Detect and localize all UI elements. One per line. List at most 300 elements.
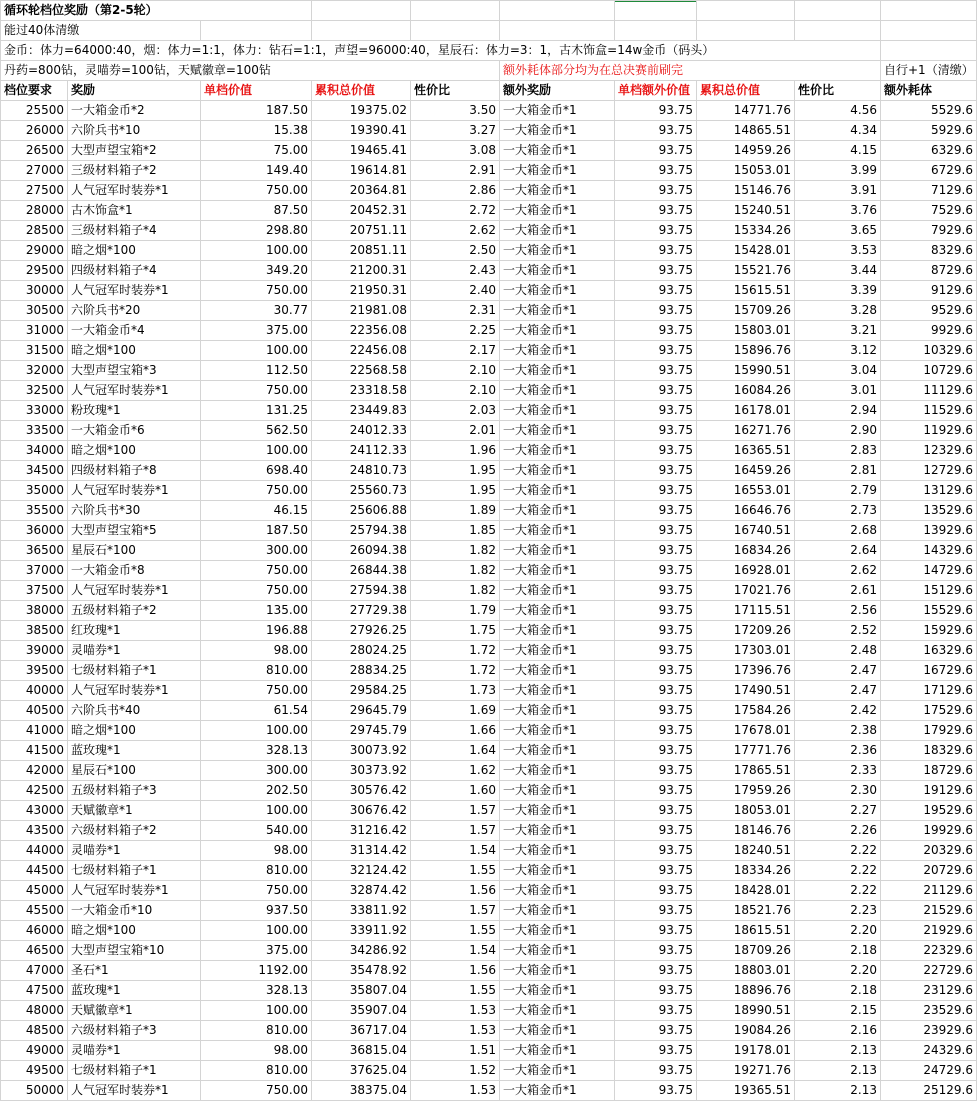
cell-reward[interactable]: 一大箱金币*6: [68, 421, 201, 441]
cell-tier-requirement[interactable]: 32500: [1, 381, 68, 401]
cell-cost-efficiency[interactable]: 2.31: [411, 301, 500, 321]
cell-tier-requirement[interactable]: 46500: [1, 941, 68, 961]
cell-extra-reward[interactable]: 一大箱金币*1: [500, 681, 615, 701]
cell-reward[interactable]: 人气冠军时装券*1: [68, 481, 201, 501]
cell-extra-tier-value[interactable]: 93.75: [615, 961, 697, 981]
cell-extra-reward[interactable]: 一大箱金币*1: [500, 701, 615, 721]
cell-extra-tier-value[interactable]: 93.75: [615, 221, 697, 241]
cell-reward[interactable]: 一大箱金币*8: [68, 561, 201, 581]
header-extra-cumulative-value[interactable]: 累积总价值: [697, 81, 795, 101]
cell-extra-stamina[interactable]: 9929.6: [881, 321, 977, 341]
cell-tier-value[interactable]: 750.00: [201, 181, 312, 201]
cell-cost-efficiency[interactable]: 1.82: [411, 541, 500, 561]
cell-extra-cumulative-value[interactable]: 17771.76: [697, 741, 795, 761]
cell-tier-value[interactable]: 810.00: [201, 1021, 312, 1041]
cell-cost-efficiency[interactable]: 2.86: [411, 181, 500, 201]
cell-tier-value[interactable]: 750.00: [201, 581, 312, 601]
header-tier-value[interactable]: 单档价值: [201, 81, 312, 101]
cell-extra-cumulative-value[interactable]: 16740.51: [697, 521, 795, 541]
cell-extra-stamina[interactable]: 15929.6: [881, 621, 977, 641]
cell-extra-tier-value[interactable]: 93.75: [615, 741, 697, 761]
cell-extra-cost-efficiency[interactable]: 3.12: [795, 341, 881, 361]
cell-extra-cost-efficiency[interactable]: 3.76: [795, 201, 881, 221]
cell-extra-cumulative-value[interactable]: 18053.01: [697, 801, 795, 821]
cell-extra-tier-value[interactable]: 93.75: [615, 1021, 697, 1041]
cell-extra-tier-value[interactable]: 93.75: [615, 761, 697, 781]
cell-extra-reward[interactable]: 一大箱金币*1: [500, 881, 615, 901]
cell-reward[interactable]: 五级材料箱子*2: [68, 601, 201, 621]
cell-reward[interactable]: 一大箱金币*2: [68, 101, 201, 121]
cell-extra-cost-efficiency[interactable]: 4.56: [795, 101, 881, 121]
cell-cumulative-value[interactable]: 26844.38: [312, 561, 411, 581]
cell-tier-value[interactable]: 100.00: [201, 341, 312, 361]
cell-extra-tier-value[interactable]: 93.75: [615, 101, 697, 121]
cell-extra-cost-efficiency[interactable]: 2.20: [795, 921, 881, 941]
cell-extra-tier-value[interactable]: 93.75: [615, 921, 697, 941]
cell-extra-stamina[interactable]: 22329.6: [881, 941, 977, 961]
cell-reward[interactable]: 大型声望宝箱*3: [68, 361, 201, 381]
header-extra-reward[interactable]: 额外奖励: [500, 81, 615, 101]
cell-reward[interactable]: 暗之烟*100: [68, 341, 201, 361]
cell-extra-reward[interactable]: 一大箱金币*1: [500, 661, 615, 681]
cell-extra-cost-efficiency[interactable]: 2.52: [795, 621, 881, 641]
header-extra-cost-efficiency[interactable]: 性价比: [795, 81, 881, 101]
cell-extra-reward[interactable]: 一大箱金币*1: [500, 101, 615, 121]
cell-tier-value[interactable]: 300.00: [201, 761, 312, 781]
cell-cost-efficiency[interactable]: 1.89: [411, 501, 500, 521]
cell-extra-stamina[interactable]: 5529.6: [881, 101, 977, 121]
cell-extra-cost-efficiency[interactable]: 3.21: [795, 321, 881, 341]
cell-cumulative-value[interactable]: 20751.11: [312, 221, 411, 241]
cell-tier-value[interactable]: 698.40: [201, 461, 312, 481]
cell-extra-reward[interactable]: 一大箱金币*1: [500, 761, 615, 781]
cell-cost-efficiency[interactable]: 1.82: [411, 581, 500, 601]
cell-extra-cost-efficiency[interactable]: 4.15: [795, 141, 881, 161]
cell-tier-requirement[interactable]: 28500: [1, 221, 68, 241]
cell-extra-cost-efficiency[interactable]: 3.39: [795, 281, 881, 301]
cell-cost-efficiency[interactable]: 1.53: [411, 1001, 500, 1021]
cell-tier-requirement[interactable]: 25500: [1, 101, 68, 121]
cell-extra-cost-efficiency[interactable]: 2.13: [795, 1081, 881, 1101]
cell-extra-tier-value[interactable]: 93.75: [615, 701, 697, 721]
cell-extra-cumulative-value[interactable]: 18990.51: [697, 1001, 795, 1021]
cell-tier-value[interactable]: 131.25: [201, 401, 312, 421]
cell-cumulative-value[interactable]: 28024.25: [312, 641, 411, 661]
cell-tier-requirement[interactable]: 40000: [1, 681, 68, 701]
cell-cumulative-value[interactable]: 25606.88: [312, 501, 411, 521]
cell-extra-cumulative-value[interactable]: 18896.76: [697, 981, 795, 1001]
cell-extra-tier-value[interactable]: 93.75: [615, 601, 697, 621]
cell-extra-reward[interactable]: 一大箱金币*1: [500, 381, 615, 401]
cell-tier-requirement[interactable]: 49000: [1, 1041, 68, 1061]
cell-reward[interactable]: 四级材料箱子*4: [68, 261, 201, 281]
cell-extra-cost-efficiency[interactable]: 2.26: [795, 821, 881, 841]
cell-cost-efficiency[interactable]: 2.72: [411, 201, 500, 221]
cell-cumulative-value[interactable]: 35478.92: [312, 961, 411, 981]
cell-extra-reward[interactable]: 一大箱金币*1: [500, 901, 615, 921]
cell-reward[interactable]: 人气冠军时装券*1: [68, 881, 201, 901]
cell-tier-requirement[interactable]: 34500: [1, 461, 68, 481]
cell-extra-cumulative-value[interactable]: 17678.01: [697, 721, 795, 741]
cell-cumulative-value[interactable]: 26094.38: [312, 541, 411, 561]
cell-extra-stamina[interactable]: 7529.6: [881, 201, 977, 221]
cell-extra-cost-efficiency[interactable]: 3.44: [795, 261, 881, 281]
cell-reward[interactable]: 大型声望宝箱*10: [68, 941, 201, 961]
cell-reward[interactable]: 人气冠军时装券*1: [68, 1081, 201, 1101]
cell-extra-reward[interactable]: 一大箱金币*1: [500, 401, 615, 421]
cell-extra-stamina[interactable]: 12329.6: [881, 441, 977, 461]
cell-cost-efficiency[interactable]: 1.64: [411, 741, 500, 761]
cell-tier-requirement[interactable]: 35000: [1, 481, 68, 501]
cell-cost-efficiency[interactable]: 1.54: [411, 941, 500, 961]
cell-extra-cumulative-value[interactable]: 16553.01: [697, 481, 795, 501]
cell-extra-cost-efficiency[interactable]: 2.27: [795, 801, 881, 821]
cell-reward[interactable]: 七级材料箱子*1: [68, 861, 201, 881]
cell-cost-efficiency[interactable]: 3.27: [411, 121, 500, 141]
cell-extra-cumulative-value[interactable]: 15803.01: [697, 321, 795, 341]
cell-tier-value[interactable]: 15.38: [201, 121, 312, 141]
cell-tier-requirement[interactable]: 41500: [1, 741, 68, 761]
cell-cumulative-value[interactable]: 19375.02: [312, 101, 411, 121]
cell-extra-reward[interactable]: 一大箱金币*1: [500, 921, 615, 941]
cell-cost-efficiency[interactable]: 1.72: [411, 641, 500, 661]
cell-cumulative-value[interactable]: 25794.38: [312, 521, 411, 541]
cell-reward[interactable]: 三级材料箱子*4: [68, 221, 201, 241]
cell-cumulative-value[interactable]: 30373.92: [312, 761, 411, 781]
cell-extra-reward[interactable]: 一大箱金币*1: [500, 581, 615, 601]
cell-tier-value[interactable]: 100.00: [201, 801, 312, 821]
cell-extra-tier-value[interactable]: 93.75: [615, 661, 697, 681]
cell-cumulative-value[interactable]: 23318.58: [312, 381, 411, 401]
cell-extra-stamina[interactable]: 21929.6: [881, 921, 977, 941]
cell-tier-requirement[interactable]: 27000: [1, 161, 68, 181]
cell-tier-value[interactable]: 750.00: [201, 561, 312, 581]
cell-reward[interactable]: 四级材料箱子*8: [68, 461, 201, 481]
cell-cumulative-value[interactable]: 27926.25: [312, 621, 411, 641]
cell-extra-cumulative-value[interactable]: 14959.26: [697, 141, 795, 161]
cell-reward[interactable]: 一大箱金币*4: [68, 321, 201, 341]
cell-extra-cumulative-value[interactable]: 15990.51: [697, 361, 795, 381]
cell-extra-cost-efficiency[interactable]: 3.01: [795, 381, 881, 401]
cell-extra-tier-value[interactable]: 93.75: [615, 801, 697, 821]
cell-tier-value[interactable]: 46.15: [201, 501, 312, 521]
cell-extra-reward[interactable]: 一大箱金币*1: [500, 721, 615, 741]
cell-extra-cost-efficiency[interactable]: 2.18: [795, 981, 881, 1001]
extra-stamina-note[interactable]: 额外耗体部分均为在总决赛前刷完: [500, 61, 881, 81]
cell-tier-value[interactable]: 328.13: [201, 741, 312, 761]
cell-cost-efficiency[interactable]: 2.40: [411, 281, 500, 301]
cell-tier-value[interactable]: 1192.00: [201, 961, 312, 981]
cell-extra-tier-value[interactable]: 93.75: [615, 581, 697, 601]
cell-cost-efficiency[interactable]: 1.60: [411, 781, 500, 801]
cell-extra-cumulative-value[interactable]: 15428.01: [697, 241, 795, 261]
cell-extra-cost-efficiency[interactable]: 2.73: [795, 501, 881, 521]
cell-reward[interactable]: 人气冠军时装券*1: [68, 681, 201, 701]
cell-cost-efficiency[interactable]: 2.43: [411, 261, 500, 281]
cell-cost-efficiency[interactable]: 1.79: [411, 601, 500, 621]
cell-extra-cost-efficiency[interactable]: 2.61: [795, 581, 881, 601]
cell-cumulative-value[interactable]: 20452.31: [312, 201, 411, 221]
header-tier-requirement[interactable]: 档位要求: [1, 81, 68, 101]
cell-extra-tier-value[interactable]: 93.75: [615, 241, 697, 261]
cell-tier-value[interactable]: 750.00: [201, 1081, 312, 1101]
cell-reward[interactable]: 蓝玫瑰*1: [68, 741, 201, 761]
cell-tier-value[interactable]: 100.00: [201, 441, 312, 461]
cell-tier-value[interactable]: 98.00: [201, 641, 312, 661]
cell-tier-value[interactable]: 100.00: [201, 721, 312, 741]
cell-cumulative-value[interactable]: 22568.58: [312, 361, 411, 381]
cell-extra-stamina[interactable]: 10329.6: [881, 341, 977, 361]
cell-reward[interactable]: 六阶兵书*40: [68, 701, 201, 721]
cell-extra-tier-value[interactable]: 93.75: [615, 941, 697, 961]
cell-extra-reward[interactable]: 一大箱金币*1: [500, 1021, 615, 1041]
cell-extra-reward[interactable]: 一大箱金币*1: [500, 121, 615, 141]
cell-tier-value[interactable]: 100.00: [201, 1001, 312, 1021]
cell-cumulative-value[interactable]: 35807.04: [312, 981, 411, 1001]
cell-cumulative-value[interactable]: 23449.83: [312, 401, 411, 421]
cell-extra-reward[interactable]: 一大箱金币*1: [500, 821, 615, 841]
cell-extra-stamina[interactable]: 19529.6: [881, 801, 977, 821]
cell-extra-stamina[interactable]: 8729.6: [881, 261, 977, 281]
cell-extra-cumulative-value[interactable]: 15709.26: [697, 301, 795, 321]
cell-cumulative-value[interactable]: 31314.42: [312, 841, 411, 861]
cell-extra-tier-value[interactable]: 93.75: [615, 141, 697, 161]
cell-tier-requirement[interactable]: 44500: [1, 861, 68, 881]
cell-extra-cumulative-value[interactable]: 15146.76: [697, 181, 795, 201]
cell-extra-cost-efficiency[interactable]: 2.62: [795, 561, 881, 581]
cell-extra-tier-value[interactable]: 93.75: [615, 121, 697, 141]
cell-extra-cost-efficiency[interactable]: 2.68: [795, 521, 881, 541]
cell-extra-tier-value[interactable]: 93.75: [615, 321, 697, 341]
cell-extra-cumulative-value[interactable]: 14771.76: [697, 101, 795, 121]
cell-tier-value[interactable]: 149.40: [201, 161, 312, 181]
cell-tier-requirement[interactable]: 48000: [1, 1001, 68, 1021]
cell-extra-stamina[interactable]: 14729.6: [881, 561, 977, 581]
cell-extra-stamina[interactable]: 7129.6: [881, 181, 977, 201]
cell-tier-requirement[interactable]: 47500: [1, 981, 68, 1001]
cell-reward[interactable]: 人气冠军时装券*1: [68, 381, 201, 401]
cell-tier-requirement[interactable]: 36500: [1, 541, 68, 561]
cell-cost-efficiency[interactable]: 1.51: [411, 1041, 500, 1061]
cell-extra-reward[interactable]: 一大箱金币*1: [500, 801, 615, 821]
cell-extra-tier-value[interactable]: 93.75: [615, 641, 697, 661]
cell-reward[interactable]: 蓝玫瑰*1: [68, 981, 201, 1001]
cell-cost-efficiency[interactable]: 3.50: [411, 101, 500, 121]
cell-extra-cumulative-value[interactable]: 16178.01: [697, 401, 795, 421]
cell-extra-stamina[interactable]: 5929.6: [881, 121, 977, 141]
cell-cost-efficiency[interactable]: 1.85: [411, 521, 500, 541]
cell-extra-tier-value[interactable]: 93.75: [615, 681, 697, 701]
cell-extra-cost-efficiency[interactable]: 2.18: [795, 941, 881, 961]
cell-tier-requirement[interactable]: 49500: [1, 1061, 68, 1081]
cell-extra-tier-value[interactable]: 93.75: [615, 1001, 697, 1021]
cell-extra-stamina[interactable]: 20329.6: [881, 841, 977, 861]
cell-cumulative-value[interactable]: 21981.08: [312, 301, 411, 321]
cell-tier-requirement[interactable]: 44000: [1, 841, 68, 861]
cell-reward[interactable]: 暗之烟*100: [68, 241, 201, 261]
cell-extra-cumulative-value[interactable]: 18709.26: [697, 941, 795, 961]
cell-extra-tier-value[interactable]: 93.75: [615, 181, 697, 201]
cell-tier-requirement[interactable]: 47000: [1, 961, 68, 981]
cell-extra-tier-value[interactable]: 93.75: [615, 781, 697, 801]
cell-reward[interactable]: 五级材料箱子*3: [68, 781, 201, 801]
cell-extra-cost-efficiency[interactable]: 2.94: [795, 401, 881, 421]
cell-extra-cost-efficiency[interactable]: 2.13: [795, 1061, 881, 1081]
cell-extra-tier-value[interactable]: 93.75: [615, 341, 697, 361]
cell-cumulative-value[interactable]: 37625.04: [312, 1061, 411, 1081]
cell-tier-requirement[interactable]: 35500: [1, 501, 68, 521]
cell-extra-reward[interactable]: 一大箱金币*1: [500, 161, 615, 181]
cell-tier-value[interactable]: 750.00: [201, 481, 312, 501]
cell-reward[interactable]: 星辰石*100: [68, 541, 201, 561]
cell-extra-cost-efficiency[interactable]: 2.42: [795, 701, 881, 721]
cell-tier-value[interactable]: 112.50: [201, 361, 312, 381]
cell-extra-cumulative-value[interactable]: 18240.51: [697, 841, 795, 861]
cell-extra-cumulative-value[interactable]: 17021.76: [697, 581, 795, 601]
cell-cost-efficiency[interactable]: 1.69: [411, 701, 500, 721]
cell-extra-reward[interactable]: 一大箱金币*1: [500, 521, 615, 541]
cell-extra-tier-value[interactable]: 93.75: [615, 381, 697, 401]
cell-cost-efficiency[interactable]: 2.62: [411, 221, 500, 241]
cell-extra-stamina[interactable]: 15129.6: [881, 581, 977, 601]
cell-extra-tier-value[interactable]: 93.75: [615, 621, 697, 641]
cell-extra-tier-value[interactable]: 93.75: [615, 161, 697, 181]
cell-reward[interactable]: 六阶兵书*10: [68, 121, 201, 141]
cell-tier-requirement[interactable]: 45000: [1, 881, 68, 901]
cell-cumulative-value[interactable]: 27729.38: [312, 601, 411, 621]
cell-extra-stamina[interactable]: 12729.6: [881, 461, 977, 481]
cell-cost-efficiency[interactable]: 1.56: [411, 961, 500, 981]
cell-extra-tier-value[interactable]: 93.75: [615, 1081, 697, 1101]
cell-tier-requirement[interactable]: 30000: [1, 281, 68, 301]
cell-cost-efficiency[interactable]: 2.17: [411, 341, 500, 361]
cell-reward[interactable]: 灵喵券*1: [68, 641, 201, 661]
cell-cost-efficiency[interactable]: 1.53: [411, 1021, 500, 1041]
cell-extra-cost-efficiency[interactable]: 2.83: [795, 441, 881, 461]
cell-tier-requirement[interactable]: 42000: [1, 761, 68, 781]
cell-cost-efficiency[interactable]: 1.52: [411, 1061, 500, 1081]
cell-cost-efficiency[interactable]: 1.54: [411, 841, 500, 861]
cell-cumulative-value[interactable]: 38375.04: [312, 1081, 411, 1101]
cell-tier-requirement[interactable]: 37000: [1, 561, 68, 581]
cell-extra-stamina[interactable]: 6729.6: [881, 161, 977, 181]
cell-cumulative-value[interactable]: 33811.92: [312, 901, 411, 921]
cell-reward[interactable]: 暗之烟*100: [68, 441, 201, 461]
cell-cumulative-value[interactable]: 32874.42: [312, 881, 411, 901]
cell-tier-requirement[interactable]: 29500: [1, 261, 68, 281]
cell-extra-cost-efficiency[interactable]: 4.34: [795, 121, 881, 141]
cell-cumulative-value[interactable]: 30676.42: [312, 801, 411, 821]
cell-cost-efficiency[interactable]: 2.01: [411, 421, 500, 441]
cell-extra-cumulative-value[interactable]: 17584.26: [697, 701, 795, 721]
cell-cost-efficiency[interactable]: 1.53: [411, 1081, 500, 1101]
cell-extra-cost-efficiency[interactable]: 2.79: [795, 481, 881, 501]
cell-cost-efficiency[interactable]: 1.96: [411, 441, 500, 461]
cell-extra-tier-value[interactable]: 93.75: [615, 281, 697, 301]
cell-extra-stamina[interactable]: 6329.6: [881, 141, 977, 161]
cell-reward[interactable]: 六级材料箱子*2: [68, 821, 201, 841]
cell-extra-stamina[interactable]: 17129.6: [881, 681, 977, 701]
cell-reward[interactable]: 暗之烟*100: [68, 921, 201, 941]
cell-extra-reward[interactable]: 一大箱金币*1: [500, 1061, 615, 1081]
cell-extra-reward[interactable]: 一大箱金币*1: [500, 621, 615, 641]
cell-tier-value[interactable]: 810.00: [201, 861, 312, 881]
cell-cost-efficiency[interactable]: 1.56: [411, 881, 500, 901]
cell-extra-reward[interactable]: 一大箱金币*1: [500, 261, 615, 281]
self-increment-note[interactable]: 自行+1（清缴）: [881, 61, 977, 81]
cell-extra-stamina[interactable]: 25129.6: [881, 1081, 977, 1101]
cell-tier-requirement[interactable]: 27500: [1, 181, 68, 201]
cell-extra-reward[interactable]: 一大箱金币*1: [500, 341, 615, 361]
cell-extra-reward[interactable]: 一大箱金币*1: [500, 1001, 615, 1021]
cell-extra-cost-efficiency[interactable]: 3.65: [795, 221, 881, 241]
cell-extra-stamina[interactable]: 22729.6: [881, 961, 977, 981]
cell-extra-tier-value[interactable]: 93.75: [615, 721, 697, 741]
cell-cumulative-value[interactable]: 19465.41: [312, 141, 411, 161]
cell-tier-value[interactable]: 87.50: [201, 201, 312, 221]
cell-cost-efficiency[interactable]: 2.25: [411, 321, 500, 341]
cell-cost-efficiency[interactable]: 1.95: [411, 481, 500, 501]
cell-extra-tier-value[interactable]: 93.75: [615, 821, 697, 841]
cell-extra-stamina[interactable]: 19129.6: [881, 781, 977, 801]
cell-extra-stamina[interactable]: 24329.6: [881, 1041, 977, 1061]
cell-tier-requirement[interactable]: 33500: [1, 421, 68, 441]
cell-cost-efficiency[interactable]: 2.10: [411, 381, 500, 401]
cell-extra-reward[interactable]: 一大箱金币*1: [500, 861, 615, 881]
cell-extra-reward[interactable]: 一大箱金币*1: [500, 241, 615, 261]
cell-extra-stamina[interactable]: 11129.6: [881, 381, 977, 401]
cell-cost-efficiency[interactable]: 1.55: [411, 981, 500, 1001]
cell-extra-stamina[interactable]: 9529.6: [881, 301, 977, 321]
cell-cumulative-value[interactable]: 35907.04: [312, 1001, 411, 1021]
cell-extra-cumulative-value[interactable]: 17490.51: [697, 681, 795, 701]
cell-extra-reward[interactable]: 一大箱金币*1: [500, 421, 615, 441]
cell-reward[interactable]: 大型声望宝箱*5: [68, 521, 201, 541]
cell-cost-efficiency[interactable]: 2.50: [411, 241, 500, 261]
cell-extra-tier-value[interactable]: 93.75: [615, 501, 697, 521]
cell-tier-value[interactable]: 98.00: [201, 841, 312, 861]
cell-extra-tier-value[interactable]: 93.75: [615, 521, 697, 541]
cell-extra-cumulative-value[interactable]: 18146.76: [697, 821, 795, 841]
cell-tier-requirement[interactable]: 50000: [1, 1081, 68, 1101]
clear-note[interactable]: 能过40体清缴: [1, 21, 201, 41]
cell-reward[interactable]: 圣石*1: [68, 961, 201, 981]
cell-extra-reward[interactable]: 一大箱金币*1: [500, 181, 615, 201]
cell-extra-cumulative-value[interactable]: 18428.01: [697, 881, 795, 901]
cell-tier-value[interactable]: 328.13: [201, 981, 312, 1001]
cell-reward[interactable]: 天赋徽章*1: [68, 1001, 201, 1021]
cell-extra-cumulative-value[interactable]: 14865.51: [697, 121, 795, 141]
cell-extra-reward[interactable]: 一大箱金币*1: [500, 481, 615, 501]
cell-extra-cost-efficiency[interactable]: 2.48: [795, 641, 881, 661]
cell-extra-stamina[interactable]: 23929.6: [881, 1021, 977, 1041]
cell-tier-value[interactable]: 75.00: [201, 141, 312, 161]
cell-extra-tier-value[interactable]: 93.75: [615, 421, 697, 441]
cell-cumulative-value[interactable]: 29745.79: [312, 721, 411, 741]
cell-reward[interactable]: 三级材料箱子*2: [68, 161, 201, 181]
cell-extra-cumulative-value[interactable]: 19178.01: [697, 1041, 795, 1061]
cell-cost-efficiency[interactable]: 1.62: [411, 761, 500, 781]
cell-extra-tier-value[interactable]: 93.75: [615, 261, 697, 281]
cell-extra-tier-value[interactable]: 93.75: [615, 841, 697, 861]
cell-extra-tier-value[interactable]: 93.75: [615, 401, 697, 421]
cell-tier-requirement[interactable]: 31000: [1, 321, 68, 341]
cell-cost-efficiency[interactable]: 1.55: [411, 861, 500, 881]
cell-extra-stamina[interactable]: 17929.6: [881, 721, 977, 741]
cell-extra-reward[interactable]: 一大箱金币*1: [500, 781, 615, 801]
cell-tier-requirement[interactable]: 39000: [1, 641, 68, 661]
header-cumulative-value[interactable]: 累积总价值: [312, 81, 411, 101]
